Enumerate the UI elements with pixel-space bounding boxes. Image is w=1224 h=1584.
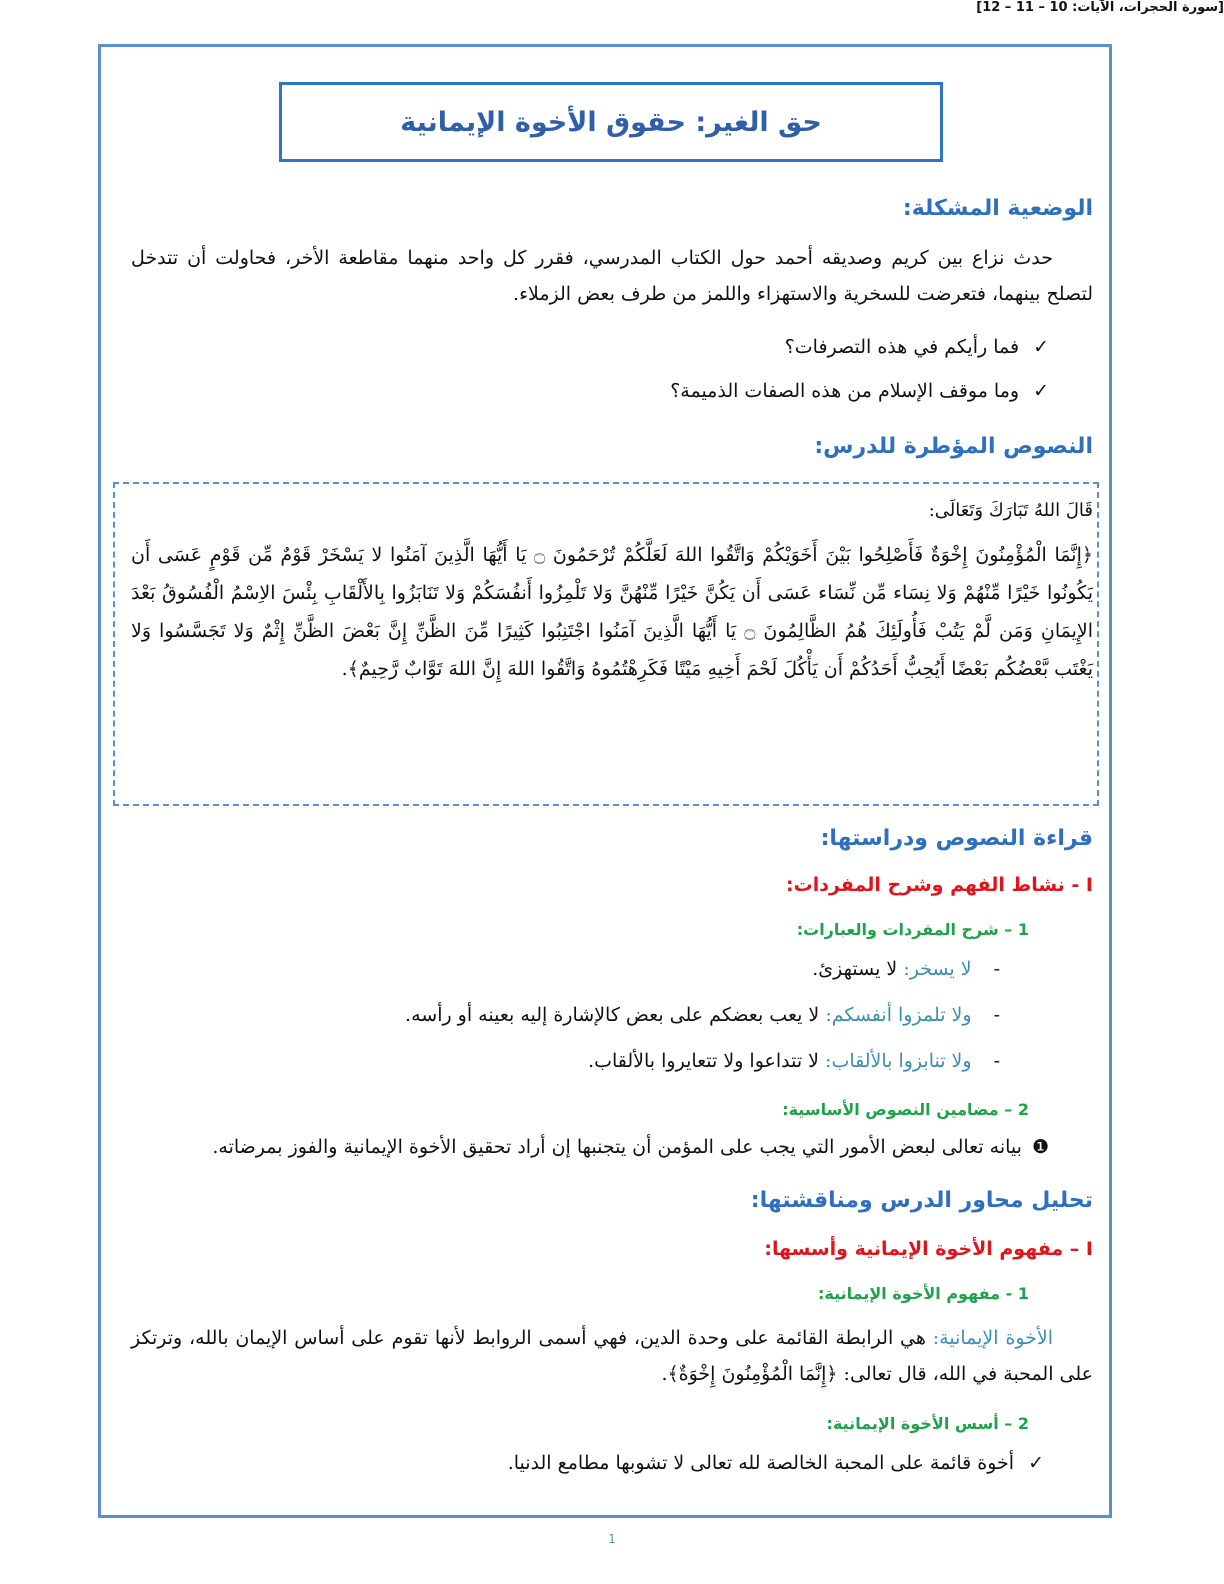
reading-heading: قراءة النصوص ودراستها: <box>820 826 1093 851</box>
definition-text: هي الرابطة القائمة على وحدة الدين، فهي أسمى الروابط لأنها تقوم على أساس الإيمان بالله، وترتكز على المحبة في الله، قال تعالى: ﴿إِنَّمَا الْمُؤْمِنُونَ إِخْوَةٌ﴾. <box>131 1327 1093 1385</box>
reading-section1-heading: I - نشاط الفهم وشرح المفردات: <box>786 874 1093 896</box>
analysis-heading: تحليل محاور الدرس ومناقشتها: <box>750 1188 1093 1213</box>
texts-heading: النصوص المؤطرة للدرس: <box>814 434 1093 459</box>
content-item-1 <box>212 1136 1049 1158</box>
vocab-item <box>812 958 1000 980</box>
dash-icon: - <box>993 958 1000 980</box>
verse-intro: قَالَ اللهُ تَبَارَكَ وَتَعَالَى: <box>928 500 1093 521</box>
content-text: بيانه تعالى لبعض الأمور التي يجب على المؤمن أن يتجنبها إن أراد تحقيق الأخوة الإيمانية والفوز بمرضاته. <box>212 1136 1022 1158</box>
page-title: حق الغير: حقوق الأخوة الإيمانية <box>400 106 822 138</box>
definition-term: الأخوة الإيمانية: <box>932 1327 1053 1349</box>
concept-heading: 1 - مفهوم الأخوة الإيمانية: <box>818 1284 1029 1303</box>
quran-verse: ﴿إِنَّمَا الْمُؤْمِنُونَ إِخْوَةٌ فَأَصْلِحُوا بَيْنَ أَخَوَيْكُمْ وَاتَّقُوا اللهَ لَعَلَّكُمْ تُرْحَمُونَ ۝ يَا أَيُّهَا الَّذِينَ آمَنُوا لا يَسْخَرْ قَوْمٌ مِّن قَوْمٍ عَسَى أَن يَكُونُوا خَيْرًا مِّنْهُمْ وَلا نِسَاء مِّن نِّسَاء عَسَى أَن يَكُنَّ خَيْرًا مِّنْهُنَّ وَلا تَلْمِزُوا أَنفُسَكُمْ وَلا تَنَابَزُوا بِالأَلْقَابِ بِئْسَ الاِسْمُ الْفُسُوقُ بَعْدَ الإِيمَانِ وَمَن لَّمْ يَتُبْ فَأُولَئِكَ هُمُ الظَّالِمُونَ ۝ يَا أَيُّهَا الَّذِينَ آمَنُوا اجْتَنِبُوا كَثِيرًا مِّنَ الظَّنِّ إِنَّ بَعْضَ الظَّنِّ إِثْمٌ وَلا تَجَسَّسُوا وَلا يَغْتَب بَّعْضُكُم بَعْضًا أَيُحِبُّ أَحَدُكُمْ أَن يَأْكُلَ لَحْمَ أَخِيهِ مَيْتًا فَكَرِهْتُمُوهُ وَاتَّقُوا اللهَ إِنَّ اللهَ تَوَّابٌ رَّحِيمٌ﴾. <box>131 544 1093 680</box>
situation-question-1 <box>785 336 1049 358</box>
vocab-meaning: لا يستهزئ. <box>812 958 904 980</box>
vocab-item <box>405 1004 1000 1026</box>
dash-icon: - <box>993 1004 1000 1026</box>
page-number: 1 <box>608 1532 616 1546</box>
check-icon: ✓ <box>1033 336 1049 358</box>
foundations-heading: 2 – أسس الأخوة الإيمانية: <box>826 1414 1029 1433</box>
vocab-item <box>588 1050 1000 1072</box>
analysis-section1-heading: I – مفهوم الأخوة الإيمانية وأسسها: <box>764 1238 1093 1260</box>
number-bullet-icon: ❶ <box>1031 1136 1049 1158</box>
definition-paragraph <box>131 1320 1093 1392</box>
vocab-term: ولا تلمزوا أنفسكم: <box>825 1004 972 1026</box>
check-icon: ✓ <box>1033 380 1049 402</box>
question-text: فما رأيكم في هذه التصرفات؟ <box>784 336 1020 358</box>
title-box <box>279 82 943 162</box>
question-text: وما موقف الإسلام من هذه الصفات الذميمة؟ <box>670 380 1020 402</box>
vocab-meaning: لا يعب بعضكم على بعض كالإشارة إليه بعينه أو رأسه. <box>405 1004 826 1026</box>
contents-heading: 2 – مضامين النصوص الأساسية: <box>782 1100 1029 1119</box>
vocab-meaning: لا تتداعوا ولا تتعايروا بالألقاب. <box>588 1050 826 1072</box>
vocab-term: ولا تنابزوا بالألقاب: <box>825 1050 972 1072</box>
dash-icon: - <box>993 1050 1000 1072</box>
situation-paragraph: حدث نزاع بين كريم وصديقه أحمد حول الكتاب المدرسي، فقرر كل واحد منهما مقاطعة الأخر، فحاولت أن تتدخل لتصلح بينهما، فتعرضت للسخرية والاستهزاء واللمز من طرف بعض الزملاء. <box>131 247 1093 305</box>
situation-heading: الوضعية المشكلة: <box>902 196 1093 221</box>
foundation-text: أخوة قائمة على المحبة الخالصة لله تعالى لا تشوبها مطامع الدنيا. <box>507 1452 1015 1474</box>
check-icon: ✓ <box>1028 1452 1044 1474</box>
foundation-item-1 <box>508 1452 1044 1474</box>
situation-question-2 <box>670 380 1049 402</box>
vocab-term: لا يسخر: <box>903 958 972 980</box>
vocab-heading: 1 – شرح المفردات والعبارات: <box>796 920 1029 939</box>
verse-reference: [سورة الحجرات، الآيات: 10 – 11 – 12] <box>976 0 1224 15</box>
